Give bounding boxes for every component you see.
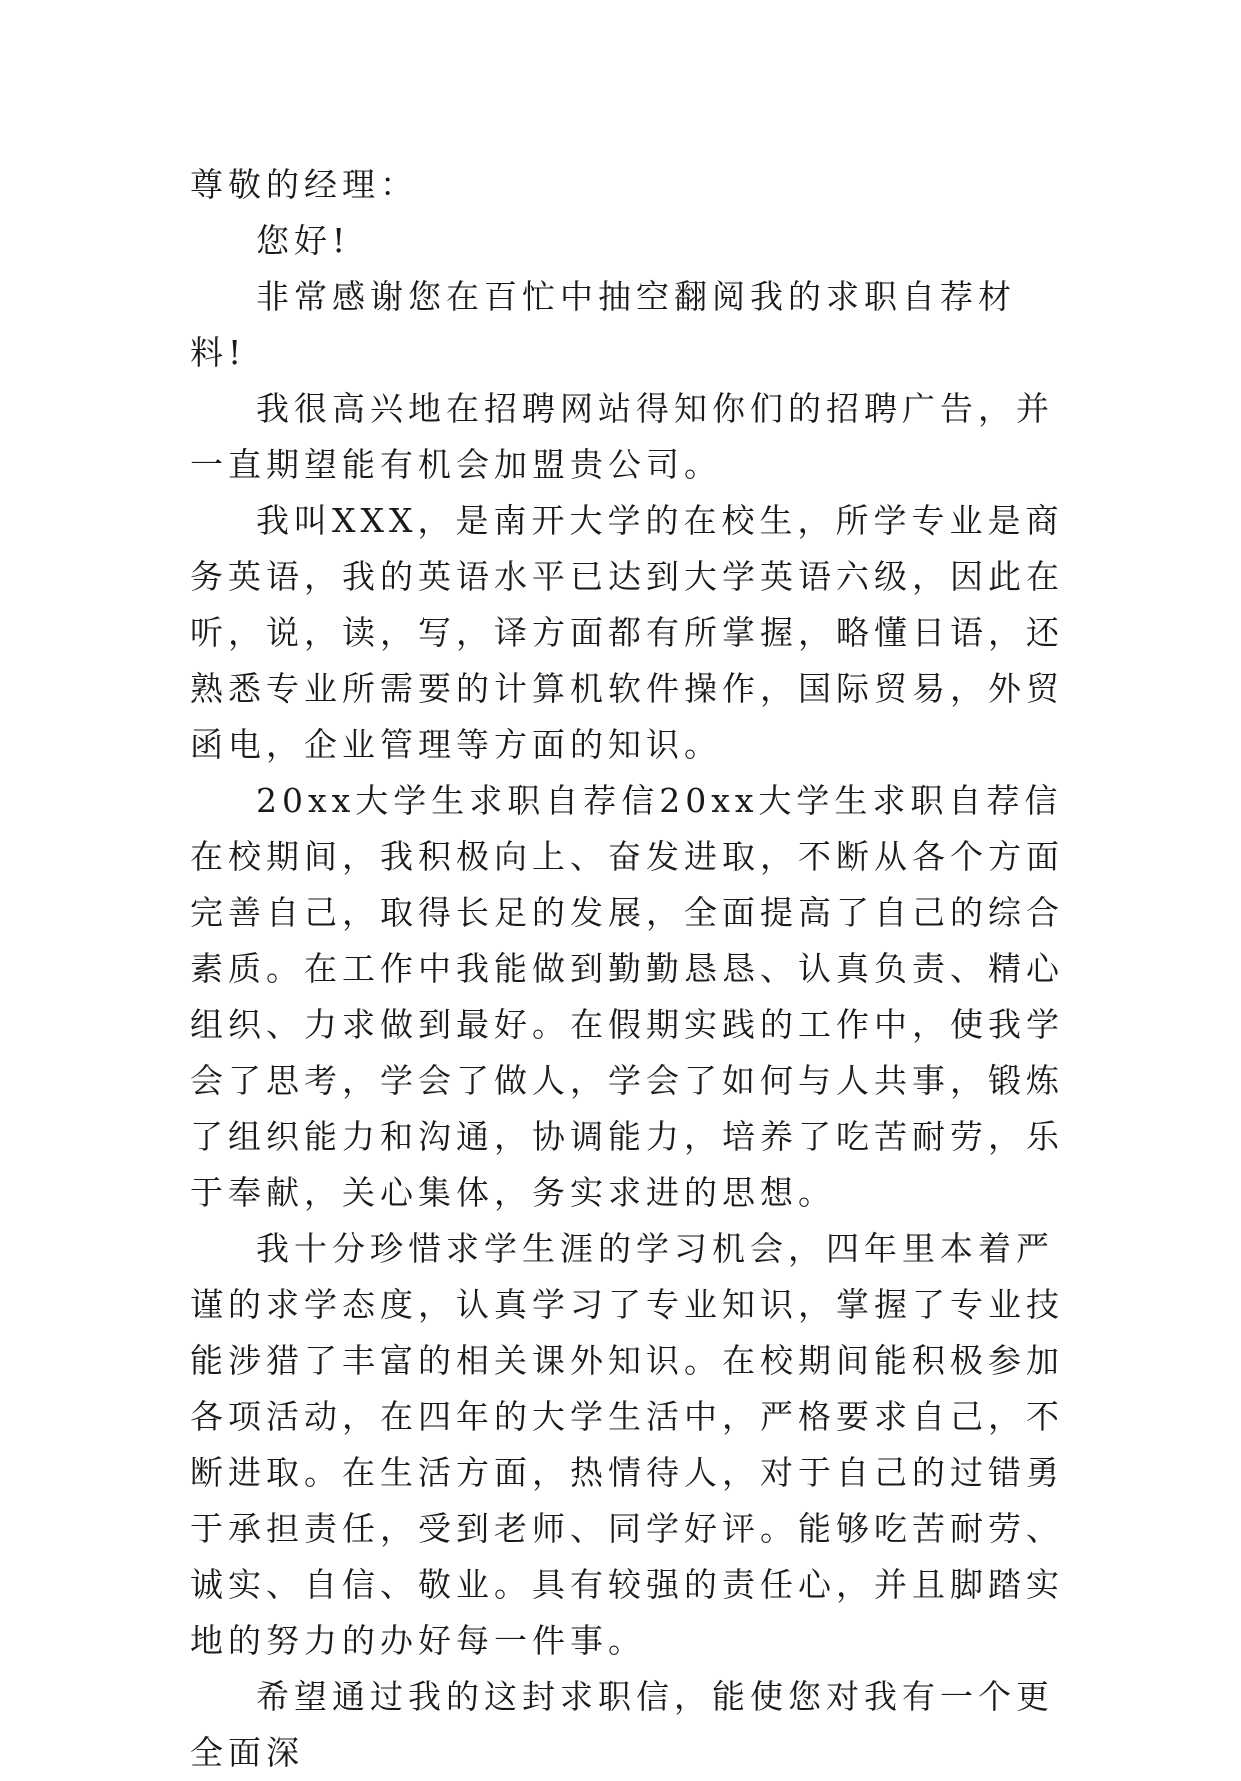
paragraph-intent: 我很高兴地在招聘网站得知你们的招聘广告，并一直期望能有机会加盟贵公司。 [190, 389, 1054, 484]
paragraph-thanks: 非常感谢您在百忙中抽空翻阅我的求职自荐材料! [190, 277, 1016, 372]
letter-body [190, 157, 1070, 1781]
paragraph-closing: 希望通过我的这封求职信，能使您对我有一个更全面深 [190, 1677, 1054, 1772]
paragraph-introduction: 我叫XXX，是南开大学的在校生，所学专业是商务英语，我的英语水平已达到大学英语六级，因此在听，说，读，写，译方面都有所掌握，略懂日语，还熟悉专业所需要的计算机软件操作，国际贸易，外贸函电，企业管理等方面的知识。 [190, 501, 1064, 764]
paragraph-campus-experience: 20xx大学生求职自荐信20xx大学生求职自荐信在校期间，我积极向上、奋发进取，不断从各个方面完善自己，取得长足的发展，全面提高了自己的综合素质。在工作中我能做到勤勤恳恳、认真负责、精心组织、力求做到最好。在假期实践的工作中，使我学会了思考，学会了做人，学会了如何与人共事，锻炼了组织能力和沟通，协调能力，培养了吃苦耐劳，乐于奉献，关心集体，务实求进的思想。 [190, 781, 1064, 1212]
paragraph-greeting: 您好! [256, 221, 351, 260]
salutation: 尊敬的经理： [190, 165, 418, 204]
paragraph-study-life: 我十分珍惜求学生涯的学习机会，四年里本着严谨的求学态度，认真学习了专业知识，掌握了专业技能涉猎了丰富的相关课外知识。在校期间能积极参加各项活动，在四年的大学生活中，严格要求自己，不断进取。在生活方面，热情待人，对于自己的过错勇于承担责任，受到老师、同学好评。能够吃苦耐劳、诚实、自信、敬业。具有较强的责任心，并且脚踏实地的努力的办好每一件事。 [190, 1229, 1064, 1660]
